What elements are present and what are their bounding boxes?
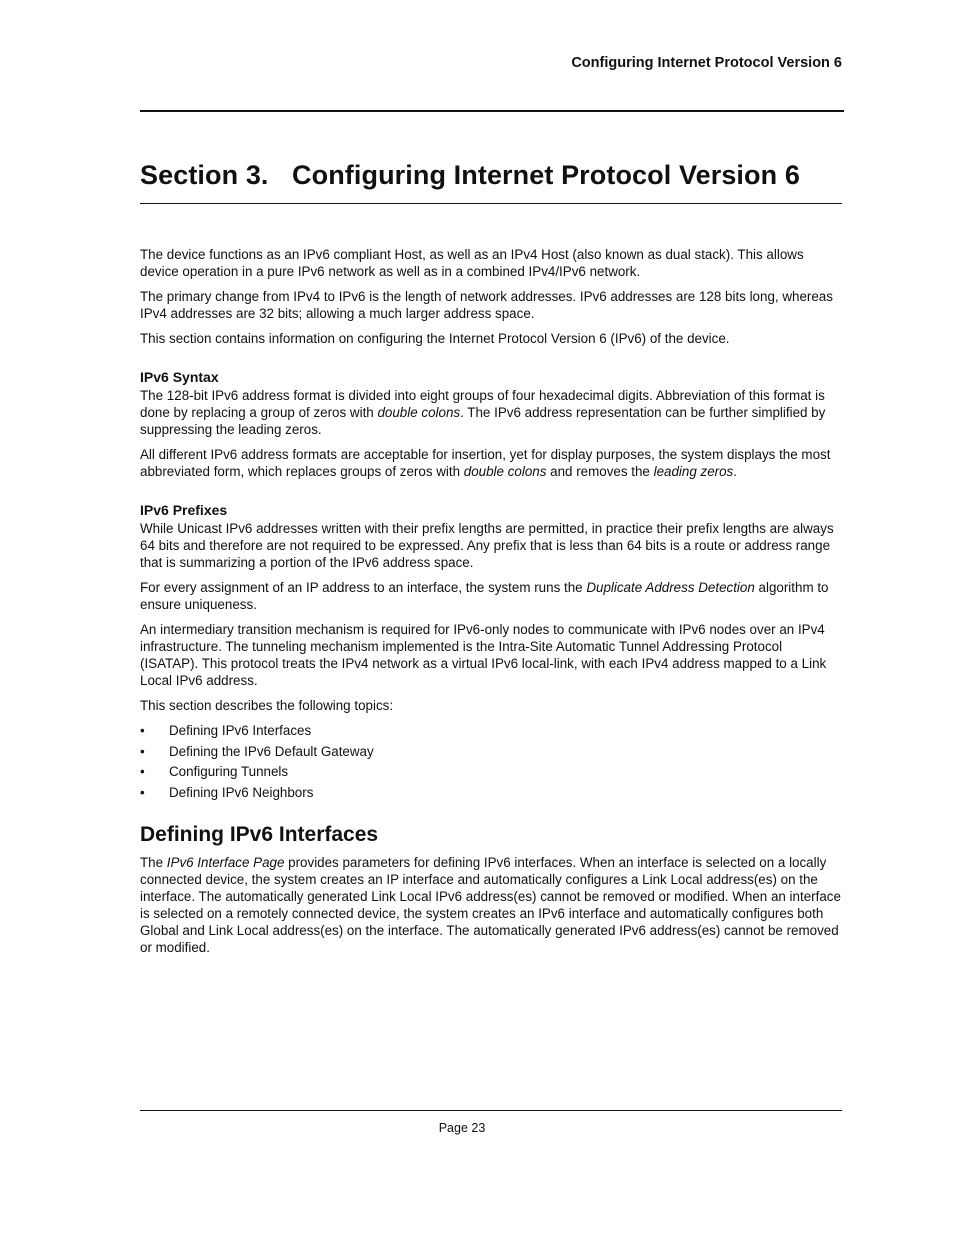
bullet-icon: • <box>140 723 145 738</box>
running-header: Configuring Internet Protocol Version 6 <box>571 55 842 71</box>
intro-paragraph-3: This section contains information on configuring the Internet Protocol Version 6 (IPv6) of the device. <box>140 331 730 346</box>
footer-divider <box>140 1110 842 1111</box>
section-title-text: Configuring Internet Protocol Version 6 <box>292 160 800 190</box>
topics-intro: This section describes the following topics: <box>140 698 394 713</box>
syntax-paragraph-1: The 128-bit IPv6 address format is divided into eight groups of four hexadecimal digits. Abbreviation of this format is done by replacing a group of zeros with double colons. The IPv6 address representation can be further simplified by suppressing the leading zeros. <box>140 388 826 437</box>
list-item: • Defining the IPv6 Default Gateway <box>140 743 374 759</box>
prefixes-paragraph-3: An intermediary transition mechanism is required for IPv6-only nodes to communicate with IPv6 nodes over an IPv4 infrastructure. The tunneling mechanism implemented is the Intra-Site Automatic Tunnel Addressing Protocol (ISATAP). This protocol treats the IPv4 network as a virtual IPv6 local-link, with each IPv4 address mapped to a Link Local IPv6 address. <box>140 622 827 688</box>
intro-paragraph-2: The primary change from IPv4 to IPv6 is the length of network addresses. IPv6 addresses are 128 bits long, whereas IPv4 addresses are 32 bits; allowing a much larger address space. <box>140 289 833 321</box>
intro-paragraph-1: The device functions as an IPv6 compliant Host, as well as an IPv4 Host (also known as dual stack). This allows device operation in a pure IPv6 network as well as in a combined IPv4/IPv6 network. <box>140 247 804 279</box>
prefixes-heading: IPv6 Prefixes <box>140 502 228 518</box>
list-item: • Defining IPv6 Interfaces <box>140 723 312 738</box>
syntax-paragraph-2: All different IPv6 address formats are acceptable for insertion, yet for display purposes, the system displays the most abbreviated form, which replaces groups of zeros with double colons and removes the leading zeros. <box>140 447 831 479</box>
bullet-icon: • <box>140 743 145 759</box>
title-divider <box>140 203 842 204</box>
section-number: Section 3. <box>140 160 269 190</box>
bullet-icon: • <box>140 784 145 800</box>
section-title <box>140 160 800 191</box>
interfaces-heading: Defining IPv6 Interfaces <box>140 822 379 846</box>
prefixes-paragraph-2: For every assignment of an IP address to an interface, the system runs the Duplicate Address Detection algorithm to ensure uniqueness. <box>140 580 829 612</box>
bullet-icon: • <box>140 764 145 779</box>
prefixes-paragraph-1: While Unicast IPv6 addresses written with their prefix lengths are permitted, in practice their prefix lengths are always 64 bits and therefore are not required to be expressed. Any prefix that is less than 64 bits is a route or address range that is summarizing a portion of the IPv6 address space. <box>140 521 834 570</box>
page-body <box>140 246 842 964</box>
topics-list <box>140 722 842 801</box>
syntax-heading: IPv6 Syntax <box>140 369 219 385</box>
list-item: • Defining IPv6 Neighbors <box>140 784 314 800</box>
list-item: • Configuring Tunnels <box>140 764 289 779</box>
interfaces-paragraph: The IPv6 Interface Page provides parameters for defining IPv6 interfaces. When an interface is selected on a locally connected device, the system creates an IP interface and automatically configures a Link Local address(es) on the interface. The automatically generated Link Local IPv6 address(es) cannot be removed or modified. When an interface is selected on a remotely connected device, the system creates an IPv6 interface and automatically configures both Global and Link Local address(es) on the interface. The automatically generated IPv6 address(es) cannot be removed or modified. <box>140 854 841 955</box>
header-divider <box>140 110 844 112</box>
page-number: Page 23 <box>438 1121 486 1135</box>
